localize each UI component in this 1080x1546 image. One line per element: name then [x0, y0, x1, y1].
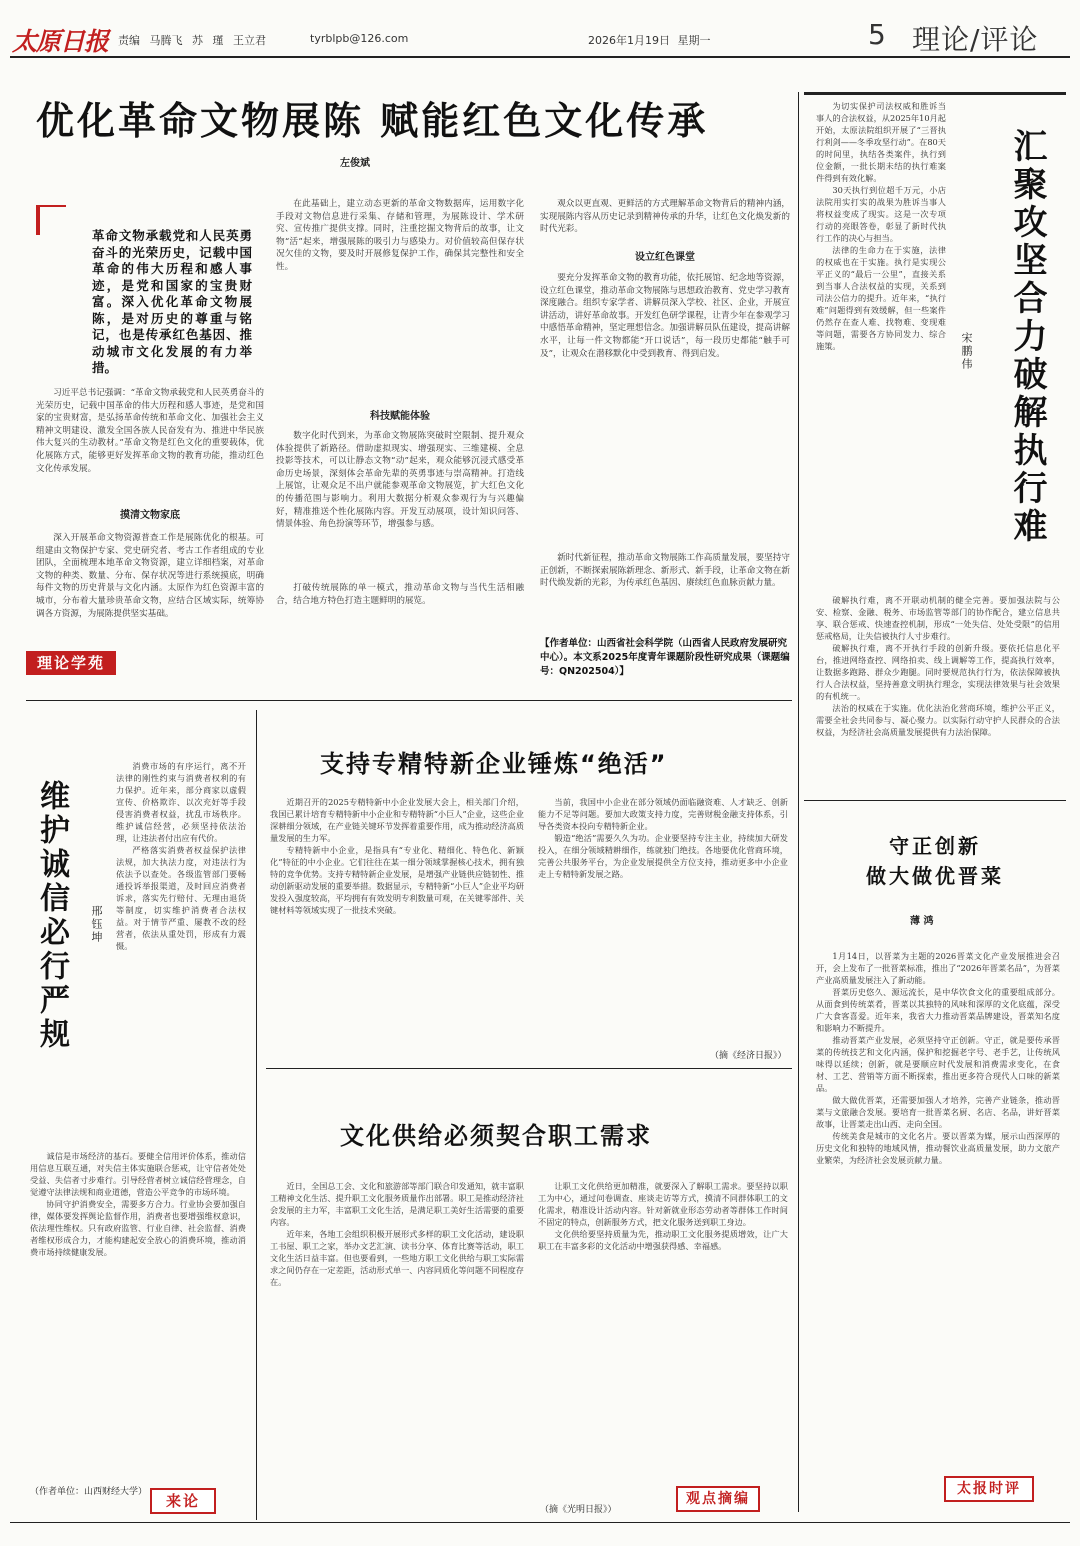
article1-col3a — [540, 198, 790, 234]
article6-tag: 太报时评 — [944, 1476, 1034, 1502]
editors-line: 责编 马腾飞 苏 瑾 王立君 — [118, 34, 266, 47]
article1-col2c-paragraph: 打破传统展陈的单一模式，推动革命文物与当代生活相融合，结合地方特色打造主题鲜明的展览。 — [276, 583, 524, 606]
article3-paragraph: 诚信是市场经济的基石。要健全信用评价体系，推动信用信息互联互通，对失信主体实施联合惩戒，让守信者处处受益、失信者寸步难行。引导经营者树立诚信经营理念，自觉遵守法律法规和商业道德，营造公平竞争的市场环境。 — [30, 1151, 246, 1197]
article2-col1 — [816, 100, 946, 586]
article6-paragraph: 1月14日，以晋菜为主题的2026晋菜文化产业发展推进会召开，会上发布了一批晋菜标准，推出了“2026年晋菜名品”，为晋菜产业高质量发展注入了新动能。 — [816, 951, 1060, 985]
article1-sub1: 摸清文物家底 — [120, 510, 180, 521]
article3-author-note: （作者单位：山西财经大学） — [30, 1487, 148, 1497]
article2-paragraph: 法律的生命力在于实施，法律的权威也在于实施。执行是实现公平正义的“最后一公里”，直接关系到当事人合法权益的实现，关系到司法公信力的提升。近年来，“执行难”问题得到有效缓解，但一些案件仍然存在查人难、找物难、变现难等问题，需要各方协同发力、综合施策。 — [816, 245, 946, 351]
article6-paragraph: 做大做优晋菜，还需要加强人才培养，完善产业链条，推动晋菜与文旅融合发展。要培育一批晋菜名厨、名店、名品，讲好晋菜故事，让晋菜走出山西、走向全国。 — [816, 1095, 1060, 1129]
article1-col1b-paragraph: 深入开展革命文物资源普查工作是展陈优化的根基。可组建由文物保护专家、党史研究者、考古工作者组成的专业团队，全面梳理本地革命文物资源，建立详细档案，对革命文物的种类、数量、分布、保存状况等进行系统摸底，明确每件文物的历史背景与文化内涵。太原作为红色资源丰富的城市，分布着大量珍贵革命文物，应结合区域实际，统筹协调各方资源，为展陈提供坚实基础。 — [36, 533, 264, 619]
article2-paragraph: 为切实保护司法权威和胜诉当事人的合法权益，从2025年10月起开始，太原法院组织开展了“三晋执行利剑——冬季攻坚行动”。在80天的时间里，执结各类案件，执行到位金额，一批长期未结的执行难案件得到有效化解。 — [816, 101, 946, 183]
article1-title: 优化革命文物展陈 赋能红色文化传承 — [36, 99, 709, 143]
article2-top-rule — [804, 92, 1066, 95]
article6-body — [816, 950, 1060, 1478]
article4-col1 — [270, 796, 524, 1060]
article1-author-note: 【作者单位：山西省社会科学院（山西省人民政府发展研究中心）。本文系2025年度青年课题阶段性研究成果（课题编号：QN202504）】 — [540, 638, 790, 677]
article1-sub3: 设立红色课堂 — [635, 252, 695, 263]
article2-bottom-rule — [804, 800, 1066, 801]
article3-title: 维护诚信必行严规 — [34, 780, 69, 1052]
article4-col2 — [538, 796, 788, 1046]
right-column-divider — [798, 92, 799, 1512]
article6-paragraph: 传统美食是城市的文化名片。要以晋菜为媒，展示山西深厚的历史文化和独特的地域风情，推动餐饮业高质量发展，助力文旅产业繁荣，为经济社会发展贡献力量。 — [816, 1131, 1060, 1165]
article2-paragraph: 破解执行难，离不开执行手段的创新升级。要依托信息化平台，推进网络查控、网络拍卖、线上调解等工作，提高执行效率，让数据多跑路、群众少跑腿。同时要规范执行行为，依法保障被执行人合法权益，坚持善意文明执行理念，实现法律效果与社会效果的有机统一。 — [816, 643, 1060, 701]
article1-intro — [36, 387, 264, 491]
article6-paragraph: 晋菜历史悠久、源远流长，是中华饮食文化的重要组成部分。从面食到传统菜肴，晋菜以其独特的风味和深厚的文化底蕴，深受广大食客喜爱。近年来，我省大力推动晋菜品牌建设，晋菜知名度和影响力不断提升。 — [816, 987, 1060, 1033]
masthead — [10, 18, 1070, 56]
article1-intro-paragraph: 习近平总书记强调：“革命文物承载党和人民英勇奋斗的光荣历史，记载中国革命的伟大历程和感人事迹，是党和国家的宝贵财富，是弘扬革命传统和革命文化、加强社会主义精神文明建设、激发全国各族人民奋发有为、推进中华民族伟大复兴的生动教材。”革命文物是红色文化的重要载体，优化展陈方式，能够更好发挥革命文物的教育功能，推动红色文化传承发展。 — [36, 388, 264, 474]
article1-col3a-paragraph: 观众以更直观、更鲜活的方式理解革命文物背后的精神内涵，实现展陈内容从历史记录到精神传承的升华，让红色文化焕发新的时代光彩。 — [540, 199, 790, 234]
article5-tag: 观点摘编 — [676, 1486, 760, 1512]
article1-lead: 革命文物承载党和人民英勇奋斗的光荣历史，记载中国革命的伟大历程和感人事迹，是党和国家的宝贵财富。深入优化革命文物展陈，是对历史的尊重与铭记，也是传承红色基因、推动城市文化发展的有力举措。 — [92, 228, 252, 375]
article1-col2b-paragraph: 数字化时代到来，为革命文物展陈突破时空限制、提升观众体验提供了新路径。借助虚拟现实、增强现实、三维建模、全息投影等技术，可以让静态文物“动”起来，观众能够沉浸式感受革命历史场景，深刻体会革命先辈的英勇事迹与崇高精神。打造线上展馆，让观众足不出户就能参观革命文物展览，扩大红色文化的传播范围与影响力。利用大数据分析观众参观行为与兴趣偏好，精准推送个性化展陈内容。开发互动展项，设计知识问答、情景体验、角色扮演等环节，增强参与感。 — [276, 431, 524, 530]
article1-col2a-paragraph: 在此基础上，建立动态更新的革命文物数据库，运用数字化手段对文物信息进行采集、存储和管理，为展陈设计、学术研究、宣传推广提供支撑。同时，注重挖掘文物背后的故事，让文物“活”起来，增强展陈的吸引力与感染力。对价值较高但保存状况欠佳的文物，要及时开展修复保护工作，确保其完整性和安全性。 — [276, 199, 524, 272]
article1-col3b — [540, 272, 790, 548]
article6-title-line2: 做大做优晋菜 — [866, 864, 1004, 888]
article1-tag: 理论学苑 — [26, 651, 116, 675]
page-bottom-rule — [10, 1522, 1070, 1523]
section-title: 理论/评论 — [912, 23, 1039, 56]
article4-title: 支持专精特新企业锤炼“绝活” — [320, 750, 668, 778]
article3-paragraph: 消费市场的有序运行，离不开法律的刚性约束与消费者权利的有力保护。近年来，部分商家以虚假宣传、价格欺诈、以次充好等手段侵害消费者权益，扰乱市场秩序。维护诚信经营，必须坚持依法治理，让违法者付出应有代价。 — [116, 761, 246, 843]
editor-email[interactable]: tyrblpb@126.com — [310, 32, 409, 45]
article2-title: 汇聚攻坚合力破解执行难 — [1007, 128, 1047, 546]
article3-tag: 来论 — [150, 1488, 216, 1514]
issue-date: 2026年1月19日 星期一 — [588, 34, 711, 47]
article3-col2 — [30, 1150, 246, 1480]
article1-sub2: 科技赋能体验 — [370, 411, 430, 422]
article6-author: 薄 鸿 — [910, 916, 934, 927]
article4-bottom-rule — [266, 1068, 792, 1069]
article5-paragraph: 近日，全国总工会、文化和旅游部等部门联合印发通知，就丰富职工精神文化生活、提升职工文化服务质量作出部署。职工是推动经济社会发展的主力军，丰富职工文化生活，是满足职工美好生活需要的重要内容。 — [270, 1181, 524, 1227]
article1-col1b — [36, 532, 264, 650]
article5-col1 — [270, 1180, 524, 1510]
article5-col2 — [538, 1180, 788, 1472]
article4-source: （摘《经济日报》） — [710, 1051, 787, 1061]
article2-author: 宋鹏伟 — [960, 332, 973, 371]
article5-title: 文化供给必须契合职工需求 — [340, 1122, 652, 1150]
article1-col2a — [276, 198, 524, 398]
masthead-rule — [10, 56, 1070, 58]
article2-paragraph: 法治的权威在于实施。优化法治化营商环境，维护公平正义，需要全社会共同参与、凝心聚力。以实际行动守护人民群众的合法权益，为经济社会高质量发展提供有力法治保障。 — [816, 703, 1060, 737]
article3-paragraph: 严格落实消费者权益保护法律法规，加大执法力度，对违法行为依法予以查处。各级监管部门要畅通投诉举报渠道，及时回应消费者诉求，落实先行赔付、无理由退货等制度，切实维护消费者合法权益。对于情节严重、屡教不改的经营者，依法从重处罚，形成有力震慑。 — [116, 845, 246, 951]
article2-paragraph: 破解执行难，离不开联动机制的健全完善。要加强法院与公安、检察、金融、税务、市场监管等部门的协作配合，建立信息共享、联合惩戒、快速查控机制，形成“一处失信、处处受限”的信用惩戒格局，让失信被执行人寸步难行。 — [816, 595, 1060, 641]
article5-paragraph: 近年来，各地工会组织积极开展形式多样的职工文化活动，建设职工书屋、职工之家，举办文艺汇演、读书分享、体育比赛等活动，职工文化生活日益丰富。但也要看到，一些地方职工文化供给与职工实际需求之间仍存在一定差距，活动形式单一、内容同质化等问题不同程度存在。 — [270, 1229, 524, 1287]
article4-paragraph: 当前，我国中小企业在部分领域仍面临融资难、人才缺乏、创新能力不足等问题。要加大政策支持力度，完善财税金融支持体系，引导各类资本投向专精特新企业。 — [538, 797, 788, 831]
article1-col3c-paragraph: 新时代新征程，推动革命文物展陈工作高质量发展，要坚持守正创新，不断探索展陈新理念、新形式、新手段，让革命文物在新时代焕发新的光彩，为传承红色基因、赓续红色血脉贡献力量。 — [540, 553, 790, 589]
article1-col2b — [276, 430, 524, 580]
article6-title-line1: 守正创新 — [889, 834, 981, 858]
article5-source: （摘《光明日报》） — [540, 1505, 617, 1515]
article1-bottom-rule — [26, 700, 792, 701]
article4-paragraph: 专精特新中小企业，是指具有“专业化、精细化、特色化、新颖化”特征的中小企业。它们往往在某一细分领域掌握核心技术，拥有独特的竞争优势。支持专精特新企业发展，是增强产业链供应链韧性、推动创新驱动发展的重要举措。数据显示，专精特新“小巨人”企业平均研发投入强度较高，平均拥有有效发明专利数量可观，在关键零部件、关键材料等领域实现了一批技术突破。 — [270, 845, 524, 915]
article6-paragraph: 推动晋菜产业发展，必须坚持守正创新。守正，就是要传承晋菜的传统技艺和文化内涵，保护和挖掘老字号、老手艺，让传统风味得以延续；创新，就是要顺应时代发展和消费需求变化，在食材、工艺、营销等方面不断探索，推出更多符合现代人口味的新菜品。 — [816, 1035, 1060, 1093]
article3-author: 邢钰坤 — [90, 905, 103, 944]
article1-col3c — [540, 552, 790, 634]
article1-col3b-paragraph: 要充分发挥革命文物的教育功能，依托展馆、纪念地等资源，设立红色课堂，推动革命文物展陈与思想政治教育、党史学习教育深度融合。组织专家学者、讲解员深入学校、社区、企业，开展宣讲活动，讲好革命故事。开发红色研学课程，让青少年在参观学习中感悟革命精神，坚定理想信念。加强讲解员队伍建设，提高讲解水平，让每一件文物都能“开口说话”，每一段历史都能“触手可及”，让观众在潜移默化中受到教育、得到启发。 — [540, 273, 790, 359]
article2-col2 — [816, 594, 1060, 790]
article1-col2c — [276, 582, 524, 684]
article5-paragraph: 文化供给要坚持质量为先，推动职工文化服务提质增效，让广大职工在丰富多彩的文化活动中增强获得感、幸福感。 — [538, 1229, 788, 1251]
left-column-divider — [256, 710, 257, 1520]
article3-paragraph: 协同守护消费安全，需要多方合力。行业协会要加强自律，媒体要发挥舆论监督作用，消费者也要增强维权意识，依法理性维权。只有政府监管、行业自律、社会监督、消费者维权形成合力，才能构建起安全放心的消费环境，推动消费市场持续健康发展。 — [30, 1199, 246, 1257]
page-number: 5 — [868, 18, 886, 51]
newspaper-logo: 太原日报 — [12, 27, 109, 56]
article3-col1 — [116, 760, 246, 1148]
article4-paragraph: 锻造“绝活”需要久久为功。企业要坚持专注主业，持续加大研发投入，在细分领域精耕细作，练就独门绝技。各地要优化营商环境，完善公共服务平台，为企业发展提供全方位支持，推动更多中小企业走上专精特新发展之路。 — [538, 833, 788, 879]
article5-paragraph: 让职工文化供给更加精准，就要深入了解职工需求。要坚持以职工为中心，通过问卷调查、座谈走访等方式，摸清不同群体职工的文化需求，精准设计活动内容。针对新就业形态劳动者等群体工作时间不固定的特点，创新服务方式，把文化服务送到职工身边。 — [538, 1181, 788, 1227]
lead-corner — [36, 205, 66, 235]
article1-author: 左俊斌 — [340, 158, 370, 169]
article2-paragraph: 30天执行到位超千万元，小店法院用实打实的战果为胜诉当事人将权益变成了现实。这是一次专项行动的亮眼答卷，彰显了新时代执行工作的决心与担当。 — [816, 185, 946, 243]
article4-paragraph: 近期召开的2025专精特新中小企业发展大会上，相关部门介绍，我国已累计培育专精特新中小企业和专精特新“小巨人”企业，这些企业深耕细分领域，在产业链关键环节发挥着重要作用，成为推动经济高质量发展的生力军。 — [270, 797, 524, 843]
